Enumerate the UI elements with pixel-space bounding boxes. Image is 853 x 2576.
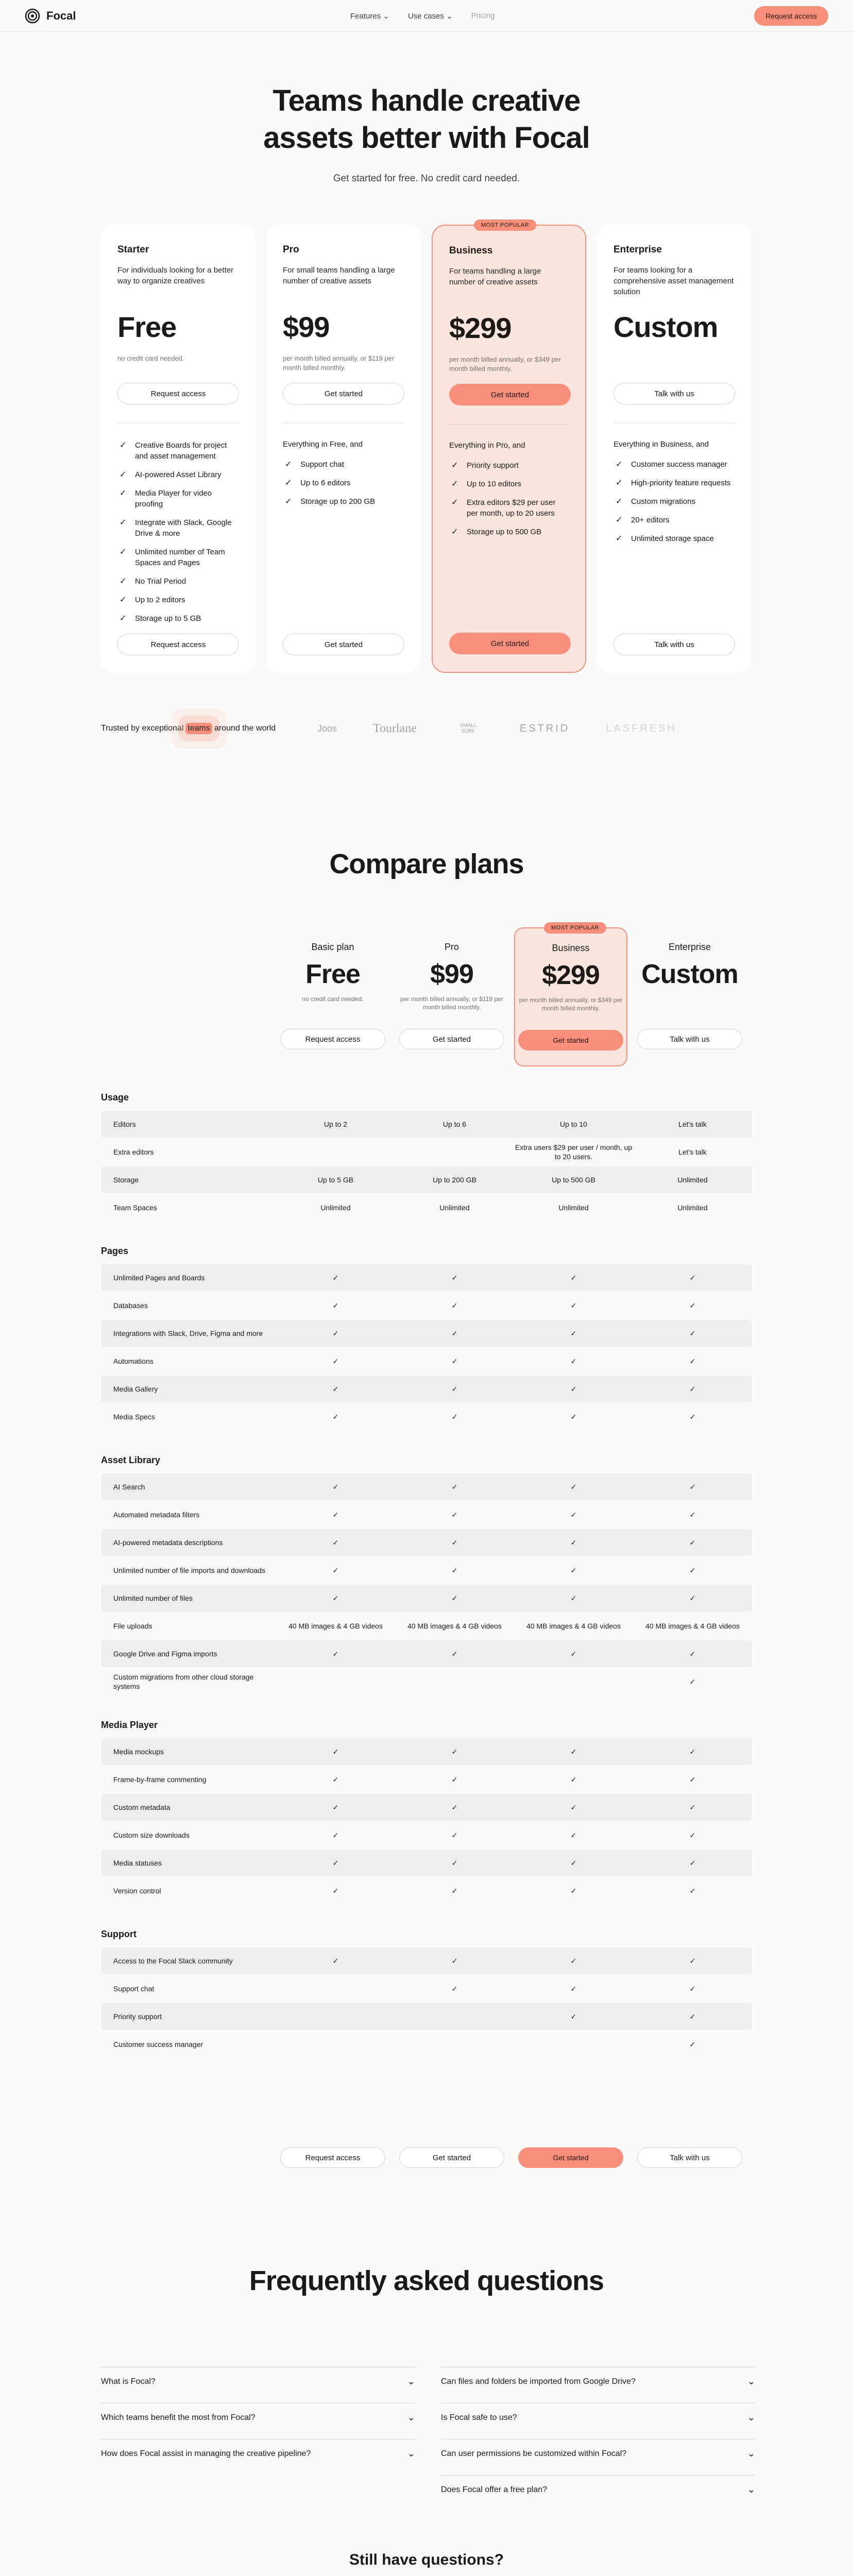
compare-plan-price: Free [305, 959, 360, 989]
check-icon: ✓ [332, 1803, 339, 1811]
compare-row [101, 2003, 752, 2030]
compare-row-label: Automations [113, 1357, 153, 1365]
nav-use-cases[interactable]: Use cases ⌄ [407, 12, 453, 21]
plan-bottom-button[interactable]: Get started [283, 634, 404, 655]
faq-item[interactable] [441, 2403, 755, 2432]
check-icon: ✓ [570, 2012, 577, 2021]
faq-question: Can user permissions be customized within Focal? [441, 2449, 627, 2458]
plan-note: per month billed annually, or $349 per month billed monthly. [449, 355, 561, 372]
check-icon: ✓ [570, 1985, 577, 1993]
still-questions [0, 2551, 853, 2576]
compare-row-label: Google Drive and Figma imports [113, 1650, 217, 1658]
faq-title: Frequently asked questions [249, 2265, 604, 2296]
compare-cell: Unlimited [677, 1176, 708, 1184]
feature-item: ✓ Up to 10 editors [449, 479, 569, 489]
compare-row [101, 1111, 752, 1138]
compare-row-label: Media mockups [113, 1748, 164, 1756]
compare-talk-button[interactable]: Talk with us [637, 2147, 742, 2168]
plan-bottom-button[interactable]: Get started [449, 633, 571, 654]
compare-row [101, 1975, 752, 2002]
compare-row [101, 1139, 752, 1165]
compare-row-label: File uploads [113, 1622, 152, 1630]
brand-name: Focal [46, 9, 76, 22]
check-icon: ✓ [451, 1385, 458, 1393]
plan-features [613, 459, 735, 544]
feature-item: ✓ Storage up to 500 GB [449, 527, 569, 537]
plan-cta-button[interactable]: Talk with us [613, 383, 735, 404]
plan-description: For teams looking for a comprehensive asset management solution [613, 266, 734, 296]
plan-note: per month billed annually, or $119 per month billed monthly. [283, 354, 395, 371]
check-icon: ✓ [332, 1887, 339, 1895]
compare-row [101, 1794, 752, 1821]
check-icon: ✓ [689, 1357, 696, 1365]
compare-row-label: Databases [113, 1301, 148, 1310]
check-icon: ✓ [689, 1566, 696, 1574]
compare-cell: Let's talk [678, 1120, 707, 1128]
plan-price: Custom [613, 311, 718, 343]
compare-plan-note: per month billed annually, or $349 per month billed monthly. [519, 996, 623, 1012]
compare-cell: Up to 5 GB [317, 1176, 354, 1184]
compare-cell: Up to 6 [442, 1120, 467, 1128]
compare-row [101, 1376, 752, 1402]
compare-section-title: Asset Library [101, 1455, 161, 1465]
compare-row-label: Media Gallery [113, 1385, 158, 1393]
feature-item: ✓ Unlimited storage space [613, 533, 735, 544]
compare-plan-price: Custom [641, 959, 738, 989]
check-icon: ✓ [689, 1483, 696, 1491]
chevron-down-icon: ⌄ [407, 2376, 415, 2386]
chevron-down-icon: ⌄ [747, 2412, 755, 2422]
customer-logo-tourlane: Tourlane [373, 721, 417, 735]
compare-plan-note: no credit card needed. [302, 995, 364, 1003]
check-icon: ✓ [332, 1566, 339, 1574]
compare-get-started-button[interactable]: Get started [399, 1029, 504, 1049]
compare-row-label: Integrations with Slack, Drive, Figma and more [113, 1329, 263, 1337]
compare-plan-price: $99 [430, 959, 473, 989]
check-icon: ✓ [451, 1357, 458, 1365]
compare-cell: Up to 10 [560, 1120, 587, 1128]
feature-item: ✓ Up to 6 editors [283, 478, 404, 488]
feature-item: ✓ Storage up to 5 GB [117, 613, 239, 624]
check-icon: ✓ [451, 1511, 458, 1519]
compare-row [101, 1194, 752, 1221]
compare-request-access-button[interactable]: Request access [280, 2147, 385, 2168]
compare-plan-note [633, 995, 746, 1020]
compare-cell: Let's talk [678, 1148, 707, 1156]
compare-row [101, 1850, 752, 1876]
compare-get-started-button[interactable]: Get started [399, 2147, 504, 2168]
compare-section-title: Media Player [101, 1720, 158, 1730]
customer-logo-small-surf: SMALL SURF [459, 723, 477, 734]
plan-name: Starter [117, 244, 149, 255]
check-icon: ✓ [332, 1301, 339, 1310]
nav-pricing[interactable]: Pricing [471, 11, 495, 20]
feature-item: ✓ Customer success manager [613, 459, 735, 470]
check-icon: ✓ [570, 1594, 577, 1602]
check-icon: ✓ [332, 1357, 339, 1365]
customer-logo-estrid: ESTRID [519, 722, 570, 734]
check-icon: ✓ [451, 1887, 458, 1895]
check-icon: ✓ [332, 1831, 339, 1839]
brand-logo[interactable] [25, 8, 76, 24]
feature-item: ✓ AI-powered Asset Library [117, 469, 239, 480]
compare-cell: 40 MB images & 4 GB videos [407, 1622, 502, 1630]
plan-price: $299 [449, 312, 511, 344]
plan-name: Pro [283, 244, 299, 255]
compare-row [101, 1529, 752, 1556]
check-icon: ✓ [570, 1301, 577, 1310]
check-icon: ✓ [689, 1413, 696, 1421]
check-icon: ✓ [332, 1594, 339, 1602]
compare-row [101, 1877, 752, 1904]
compare-row [101, 1320, 752, 1347]
plan-note [613, 354, 735, 372]
compare-row-label: Team Spaces [113, 1204, 157, 1212]
check-icon: ✓ [451, 1483, 458, 1491]
compare-row [101, 2031, 752, 2058]
hero-subtitle: Get started for free. No credit card needed. [333, 173, 520, 184]
still-title: Still have questions? [349, 2551, 504, 2568]
check-icon: ✓ [332, 1413, 339, 1421]
compare-plan-name: Enterprise [668, 942, 711, 952]
check-icon: ✓ [570, 1566, 577, 1574]
nav-features[interactable]: Features ⌄ [350, 12, 389, 21]
check-icon: ✓ [332, 1538, 339, 1547]
compare-cell: 40 MB images & 4 GB videos [645, 1622, 740, 1630]
compare-row-label: Customer success manager [113, 2040, 203, 2048]
compare-cell: Unlimited [439, 1204, 470, 1212]
feature-item: ✓ Up to 2 editors [117, 595, 239, 605]
faq-question: Can files and folders be imported from Google Drive? [441, 2377, 636, 2386]
feature-item: ✓ Support chat [283, 459, 404, 470]
check-icon: ✓ [570, 1413, 577, 1421]
check-icon: ✓ [332, 1274, 339, 1282]
compare-row-label: Media Specs [113, 1413, 155, 1421]
compare-cell: Unlimited [558, 1204, 589, 1212]
check-icon: ✓ [689, 1274, 696, 1282]
check-icon: ✓ [689, 1677, 696, 1686]
faq-item[interactable] [101, 2367, 415, 2396]
faq-question: How does Focal assist in managing the creative pipeline? [101, 2449, 311, 2458]
feature-item: ✓ Media Player for video proofing [117, 488, 239, 510]
hero-title-line1: Teams handle creative [272, 84, 581, 117]
compare-col-enterprise [633, 927, 746, 1066]
plan-cta-button[interactable]: Get started [449, 384, 571, 405]
check-icon: ✓ [570, 1859, 577, 1867]
check-icon: ✓ [570, 1775, 577, 1784]
check-icon: ✓ [451, 1957, 458, 1965]
hero-title [0, 82, 853, 157]
plan-card-business [432, 222, 586, 673]
feature-item: ✓ Unlimited number of Team Spaces and Pages [117, 547, 239, 568]
compare-col-basic [276, 927, 389, 1066]
pricing-cards [101, 222, 752, 673]
compare-row-label: Automated metadata filters [113, 1511, 200, 1519]
check-icon: ✓ [451, 1650, 458, 1658]
plan-features [117, 440, 239, 624]
compare-row-label: Extra editors [113, 1148, 154, 1156]
compare-col-business [514, 927, 627, 1066]
compare-cell: Up to 500 GB [552, 1176, 595, 1184]
feature-item: ✓ Extra editors $29 per user per month, up to 20 users [449, 497, 569, 519]
compare-section-title: Support [101, 1929, 137, 1939]
compare-row [101, 1557, 752, 1584]
compare-row [101, 1738, 752, 1765]
plan-bottom-button[interactable]: Talk with us [613, 634, 735, 655]
compare-row-label: Storage [113, 1176, 139, 1184]
compare-plan-price: $299 [542, 960, 600, 990]
plan-description: For small teams handling a large number of creative assets [283, 266, 395, 285]
compare-row-label: Support chat [113, 1985, 155, 1993]
check-icon: ✓ [451, 1775, 458, 1784]
hero-title-line2: assets better with Focal [263, 121, 590, 155]
compare-section-title: Pages [101, 1246, 129, 1256]
plan-features-lead: Everything in Business, and [613, 440, 709, 449]
divider [449, 424, 569, 425]
compare-footer-buttons [276, 2147, 750, 2168]
check-icon: ✓ [332, 1385, 339, 1393]
check-icon: ✓ [451, 1803, 458, 1811]
feature-item: ✓ 20+ editors [613, 515, 735, 526]
check-icon: ✓ [689, 1594, 696, 1602]
check-icon: ✓ [451, 1329, 458, 1337]
check-icon: ✓ [689, 1887, 696, 1895]
compare-row [101, 1585, 752, 1612]
check-icon: ✓ [689, 2012, 696, 2021]
chevron-down-icon: ⌄ [407, 2412, 415, 2422]
compare-cell: Unlimited [320, 1204, 351, 1212]
compare-plan-name: Pro [444, 942, 459, 952]
plan-cta-button[interactable]: Request access [117, 383, 239, 404]
check-icon: ✓ [689, 1538, 696, 1547]
feature-item: ✓ Creative Boards for project and asset management [117, 440, 239, 462]
compare-cell: Unlimited [677, 1204, 708, 1212]
check-icon: ✓ [689, 1511, 696, 1519]
compare-row [101, 1613, 752, 1639]
chevron-down-icon: ⌄ [747, 2376, 755, 2386]
check-icon: ✓ [689, 1385, 696, 1393]
compare-plan-note: per month billed annually, or $119 per month billed monthly. [400, 995, 503, 1011]
check-icon: ✓ [689, 1985, 696, 1993]
compare-plan-name: Basic plan [311, 942, 354, 952]
check-icon: ✓ [689, 1957, 696, 1965]
trusted-suffix: around the world [214, 724, 276, 733]
plan-card-pro [266, 225, 421, 673]
compare-cell: 40 MB images & 4 GB videos [526, 1622, 621, 1630]
customer-logo-joos: Joos [317, 723, 337, 734]
check-icon: ✓ [570, 1957, 577, 1965]
check-icon: ✓ [451, 1538, 458, 1547]
feature-item: ✓ No Trial Period [117, 576, 239, 587]
check-icon: ✓ [451, 1274, 458, 1282]
check-icon: ✓ [570, 1357, 577, 1365]
check-icon: ✓ [689, 1859, 696, 1867]
check-icon: ✓ [451, 1594, 458, 1602]
compare-row [101, 1473, 752, 1500]
compare-row-label: Unlimited Pages and Boards [113, 1274, 205, 1282]
compare-row [101, 1501, 752, 1528]
compare-title: Compare plans [329, 849, 524, 879]
plan-card-starter [101, 225, 255, 673]
compare-talk-button[interactable]: Talk with us [637, 1029, 742, 1049]
compare-row-label: Access to the Focal Slack community [113, 1957, 233, 1965]
check-icon: ✓ [451, 1301, 458, 1310]
compare-row [101, 1348, 752, 1375]
check-icon: ✓ [689, 1329, 696, 1337]
check-icon: ✓ [332, 1775, 339, 1784]
compare-row [101, 1640, 752, 1667]
customer-logos [317, 717, 677, 740]
focal-logo-icon [25, 8, 40, 24]
check-icon: ✓ [570, 1831, 577, 1839]
check-icon: ✓ [570, 1329, 577, 1337]
faq-question: Which teams benefit the most from Focal? [101, 2413, 255, 2422]
compare-cell: Up to 2 [323, 1120, 348, 1128]
feature-item: ✓ Integrate with Slack, Google Drive & more [117, 517, 239, 539]
faq-item[interactable] [441, 2475, 755, 2504]
compare-col-pro [395, 927, 508, 1066]
compare-cell: Extra users $29 per user / month, up to 20 users. [515, 1143, 633, 1161]
compare-section-title: Usage [101, 1092, 129, 1103]
compare-row-label: Custom migrations from other cloud storage systems [113, 1673, 254, 1690]
nav-request-access-button[interactable]: Request access [754, 6, 828, 26]
most-popular-badge: MOST POPULAR [544, 922, 606, 934]
most-popular-badge: MOST POPULAR [474, 219, 536, 231]
plan-card-enterprise [597, 225, 752, 673]
faq-question: Is Focal safe to use? [441, 2413, 517, 2422]
compare-row-label: Custom size downloads [113, 1831, 190, 1839]
plan-features [449, 460, 569, 537]
feature-item: ✓ High-priority feature requests [613, 478, 735, 488]
check-icon: ✓ [570, 1748, 577, 1756]
faq-item[interactable] [441, 2367, 755, 2396]
check-icon: ✓ [689, 1775, 696, 1784]
compare-row-label: Custom metadata [113, 1803, 170, 1811]
check-icon: ✓ [451, 1566, 458, 1574]
plan-cta-button[interactable]: Get started [283, 383, 404, 404]
feature-item: ✓ Storage up to 200 GB [283, 496, 404, 507]
check-icon: ✓ [451, 1831, 458, 1839]
check-icon: ✓ [570, 1483, 577, 1491]
check-icon: ✓ [570, 1887, 577, 1895]
check-icon: ✓ [689, 1301, 696, 1310]
compare-row-label: Unlimited number of file imports and downloads [113, 1566, 265, 1574]
compare-get-started-button[interactable]: Get started [518, 2147, 623, 2168]
check-icon: ✓ [332, 1748, 339, 1756]
trusted-prefix: Trusted by exceptional [101, 724, 184, 733]
faq-question: What is Focal? [101, 2377, 156, 2386]
trusted-highlight: teams [185, 723, 212, 734]
compare-request-access-button[interactable]: Request access [280, 1029, 385, 1049]
check-icon: ✓ [570, 1538, 577, 1547]
compare-row [101, 1668, 752, 1695]
chevron-down-icon: ⌄ [407, 2448, 415, 2459]
chevron-down-icon: ⌄ [747, 2448, 755, 2459]
plan-features-lead: Everything in Pro, and [449, 441, 525, 450]
compare-row [101, 1166, 752, 1193]
compare-row [101, 1264, 752, 1291]
check-icon: ✓ [451, 1985, 458, 1993]
check-icon: ✓ [689, 2040, 696, 2048]
compare-plan-name: Business [552, 943, 590, 953]
customer-logo-lasfresh: LASFRESH [606, 722, 677, 734]
compare-row-label: Media statuses [113, 1859, 162, 1867]
check-icon: ✓ [689, 1748, 696, 1756]
faq-item[interactable] [101, 2403, 415, 2432]
feature-item: ✓ Custom migrations [613, 496, 735, 507]
compare-row [101, 1292, 752, 1319]
check-icon: ✓ [689, 1831, 696, 1839]
check-icon: ✓ [570, 1650, 577, 1658]
chevron-down-icon: ⌄ [747, 2484, 755, 2495]
plan-bottom-button[interactable]: Request access [117, 634, 239, 655]
compare-row [101, 1766, 752, 1793]
faq-item[interactable] [441, 2439, 755, 2468]
faq-question: Does Focal offer a free plan? [441, 2485, 548, 2494]
compare-cell: 40 MB images & 4 GB videos [288, 1622, 383, 1630]
compare-header [276, 927, 750, 1066]
trusted-by [101, 717, 752, 740]
check-icon: ✓ [570, 1274, 577, 1282]
plan-price: $99 [283, 311, 330, 343]
plan-price: Free [117, 311, 177, 343]
plan-description: For teams handling a large number of creative assets [449, 267, 541, 286]
check-icon: ✓ [689, 1650, 696, 1658]
plan-name: Business [449, 245, 493, 256]
compare-cell: Up to 200 GB [433, 1176, 476, 1184]
compare-row-label: Editors [113, 1120, 136, 1128]
plan-features-lead: Everything in Free, and [283, 440, 363, 449]
check-icon: ✓ [570, 1385, 577, 1393]
top-nav [0, 0, 853, 32]
plan-name: Enterprise [613, 244, 662, 255]
check-icon: ✓ [332, 1511, 339, 1519]
compare-row [101, 1822, 752, 1849]
compare-row-label: Unlimited number of files [113, 1594, 193, 1602]
compare-row-label: Frame-by-frame commenting [113, 1775, 207, 1784]
check-icon: ✓ [332, 1859, 339, 1867]
compare-row-label: AI-powered metadata descriptions [113, 1538, 223, 1547]
check-icon: ✓ [689, 1803, 696, 1811]
check-icon: ✓ [332, 1957, 339, 1965]
plan-note: no credit card needed. [117, 354, 184, 362]
plan-description: For individuals looking for a better way to organize creatives [117, 266, 234, 285]
compare-row-label: Version control [113, 1887, 161, 1895]
plan-features [283, 459, 404, 507]
compare-row [101, 1947, 752, 1974]
check-icon: ✓ [332, 1329, 339, 1337]
check-icon: ✓ [451, 1748, 458, 1756]
check-icon: ✓ [451, 1859, 458, 1867]
check-icon: ✓ [451, 1413, 458, 1421]
compare-get-started-button[interactable]: Get started [518, 1030, 623, 1050]
feature-item: ✓ Priority support [449, 460, 569, 471]
faq-item[interactable] [101, 2439, 415, 2468]
compare-row-label: Priority support [113, 2012, 162, 2021]
check-icon: ✓ [570, 1803, 577, 1811]
compare-row-label: AI Search [113, 1483, 145, 1491]
compare-row [101, 1403, 752, 1430]
check-icon: ✓ [332, 1483, 339, 1491]
check-icon: ✓ [332, 1650, 339, 1658]
check-icon: ✓ [570, 1511, 577, 1519]
